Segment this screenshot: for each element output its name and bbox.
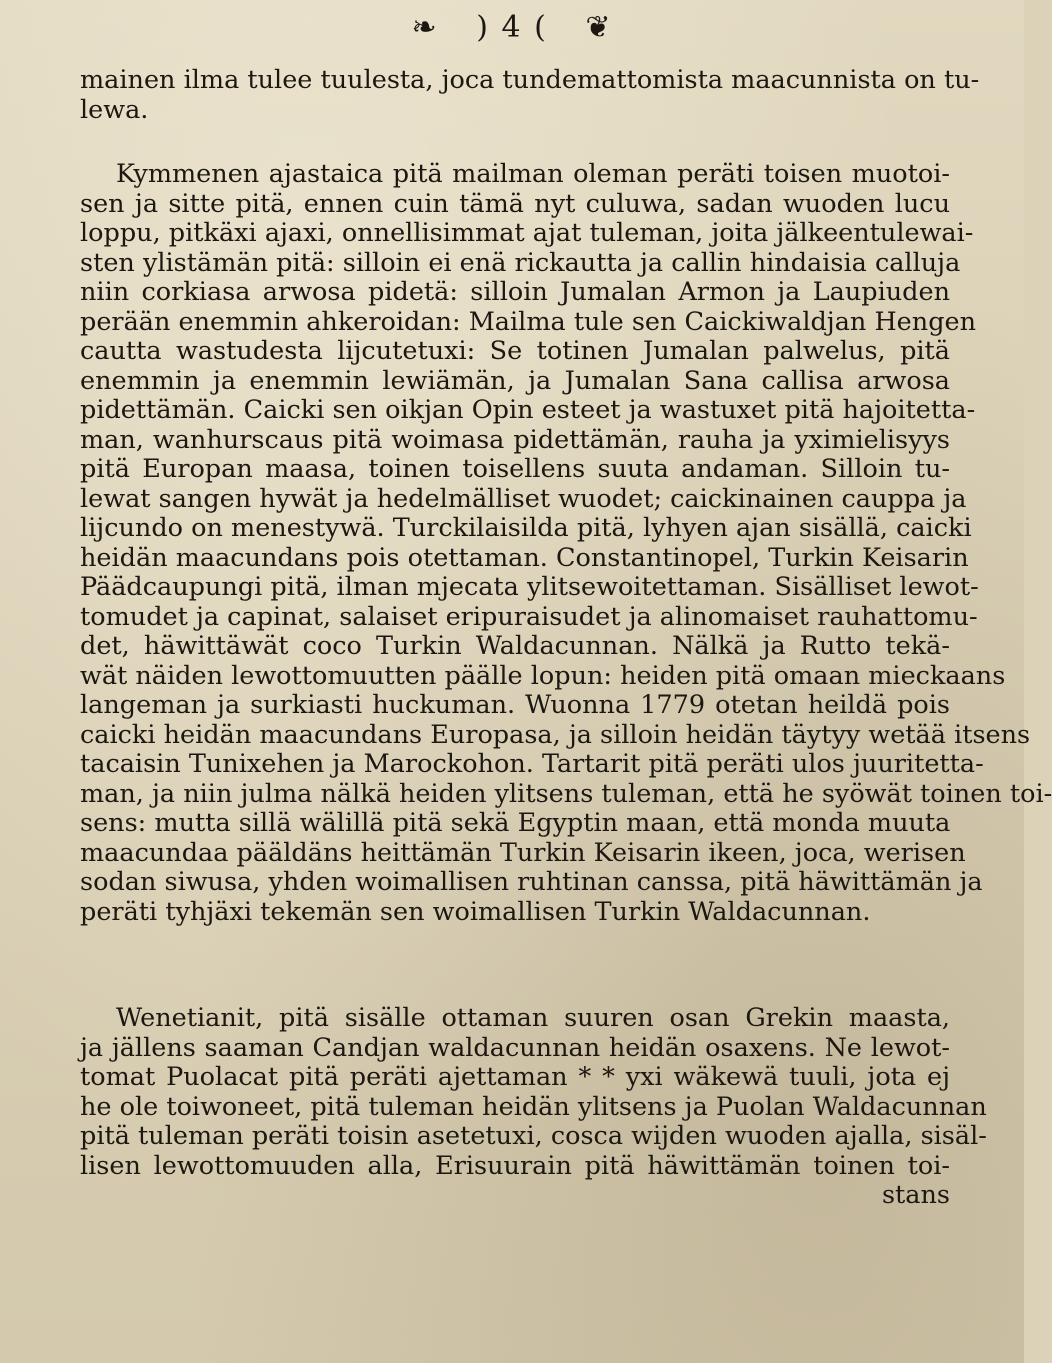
page-number: ) 4 ( (476, 9, 548, 45)
text-line: enemmin ja enemmin lewiämän, ja Jumalan Sana callisa arwosa (80, 365, 950, 396)
text-line: langeman ja surkiasti huckuman. Wuonna 1779 otetan heildä pois (80, 690, 950, 720)
text-line: Kymmenen ajastaica pitä mailman oleman peräti toisen muotoi- (116, 159, 950, 189)
text-line: sten ylistämän pitä: silloin ei enä rickautta ja callin hindaisia calluja (80, 247, 961, 278)
text-line: pidettämän. Caicki sen oikjan Opin esteet ja wastuxet pitä hajoitetta- (80, 395, 976, 425)
text-line: loppu, pitkäxi ajaxi, onnellisimmat ajat tuleman, joita jälkeentulewai- (80, 218, 974, 248)
text-line: tomudet ja capinat, salaiset eripuraisudet ja alinomaiset rauhattomu- (80, 601, 978, 632)
text-line: heidän maacundans pois otettaman. Constantinopel, Turkin Keisarin (80, 542, 969, 573)
paragraph-venetians (80, 1003, 987, 1211)
text-line: Päädcaupungi pitä, ilman mjecata ylitsewoitettaman. Sisälliset lewot- (80, 572, 979, 602)
text-line: pitä tuleman peräti toisin asetetuxi, cosca wijden wuoden ajalla, sisäl- (80, 1121, 987, 1151)
fleuron-left-icon: ❧ (411, 9, 439, 45)
text-line: wät näiden lewottomuutten päälle lopun: heiden pitä omaan mieckaans (80, 660, 1006, 691)
text-line: mainen ilma tulee tuulesta, joca tundemattomista maacunnista on tu- (80, 65, 980, 95)
text-line: peräti tyhjäxi tekemän sen woimallisen Turkin Waldacunnan. (80, 896, 871, 927)
text-line: tacaisin Tunixehen ja Marockohon. Tartarit pitä peräti ulos juuritetta- (80, 749, 984, 779)
text-line: man, ja niin julma nälkä heiden ylitsens tuleman, että he syöwät toinen toi- (80, 778, 1052, 809)
text-line: lisen lewottomuuden alla, Erisuurain pitä häwittämän toinen toi- (80, 1150, 950, 1181)
text-line: Wenetianit, pitä sisälle ottaman suuren osan Grekin maasta, (116, 1003, 950, 1033)
text-line: maacundaa pääldäns heittämän Turkin Keisarin ikeen, joca, werisen (80, 837, 966, 868)
paragraph-prophecy (80, 159, 1052, 927)
text-line: niin corkiasa arwosa pidetä: silloin Jumalan Armon ja Laupiuden (80, 277, 950, 307)
text-line: lewa. (80, 94, 149, 125)
text-line: man, wanhurscaus pitä woimasa pidettämän, rauha ja yximielisyys (80, 424, 950, 455)
fleuron-right-icon: ❦ (585, 9, 613, 45)
text-line: det, häwittäwät coco Turkin Waldacunnan. Nälkä ja Rutto tekä- (80, 631, 950, 661)
text-line: cautta wastudesta lijcutetuxi: Se totinen Jumalan palwelus, pitä (80, 336, 950, 366)
text-line: pitä Europan maasa, toinen toisellens suuta andaman. Silloin tu- (80, 454, 950, 484)
text-line: he ole toiwoneet, pitä tuleman heidän ylitsens ja Puolan Waldacunnan (80, 1091, 987, 1122)
text-line: perään enemmin ahkeroidan: Mailma tule sen Caickiwaldjan Hengen (80, 306, 977, 337)
text-line: caicki heidän maacundans Europasa, ja silloin heidän täytyy wetää itsens (80, 719, 1031, 750)
text-line: sodan siwusa, yhden woimallisen ruhtinan canssa, pitä häwittämän ja (80, 867, 983, 897)
text-line: stans (881, 1180, 950, 1210)
page-header (0, 8, 1024, 45)
paragraph-continuation (80, 65, 980, 125)
text-line: lewat sangen hywät ja hedelmälliset wuodet; caickinainen cauppa ja (80, 483, 967, 514)
text-line: sens: mutta sillä wälillä pitä sekä Egyptin maan, että monda muuta (80, 808, 951, 838)
text-line: lijcundo on menestywä. Turckilaisilda pitä, lyhyen ajan sisällä, caicki (80, 513, 972, 543)
text-line: ja jällens saaman Candjan waldacunnan heidän osaxens. Ne lewot- (80, 1032, 950, 1063)
text-line: sen ja sitte pitä, ennen cuin tämä nyt culuwa, sadan wuoden lucu (80, 188, 950, 219)
text-line: tomat Puolacat pitä peräti ajettaman * * yxi wäkewä tuuli, jota ej (80, 1062, 950, 1092)
